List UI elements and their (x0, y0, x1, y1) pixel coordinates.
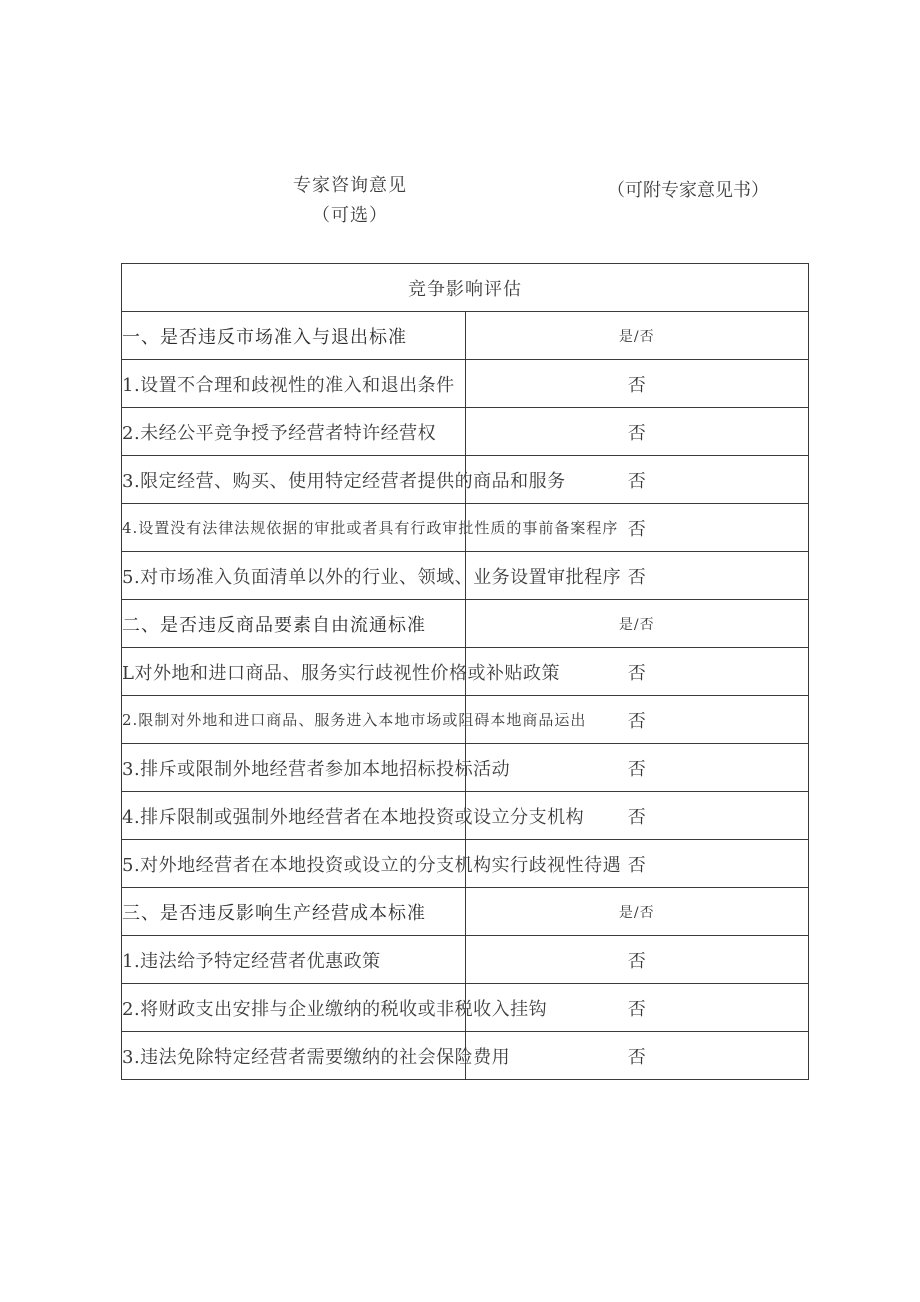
criterion-answer: 否 (465, 696, 809, 744)
table-row (122, 1032, 809, 1080)
competition-impact-table (121, 263, 809, 1080)
table-row (122, 504, 809, 552)
table-row (122, 360, 809, 408)
criterion-answer: 否 (465, 744, 809, 792)
section-heading: 二、是否违反商品要素自由流通标准 (122, 600, 466, 648)
criterion-text: 2.限制对外地和进口商品、服务进入本地市场或阻碍本地商品运出 (122, 696, 466, 744)
expert-consultation-title: 专家咨询意见 (293, 175, 407, 196)
table-title-row (122, 264, 809, 312)
section-header-row (122, 312, 809, 360)
table-row (122, 408, 809, 456)
yes-no-header: 是/否 (465, 312, 809, 360)
criterion-answer: 否 (465, 936, 809, 984)
criterion-answer: 否 (465, 408, 809, 456)
yes-no-header: 是/否 (465, 888, 809, 936)
yes-no-header: 是/否 (465, 600, 809, 648)
criterion-answer: 否 (465, 360, 809, 408)
expert-consultation-optional: （可选） (312, 205, 388, 226)
criterion-text: 4.排斥限制或强制外地经营者在本地投资或设立分支机构 (122, 792, 466, 840)
expert-consultation-heading (270, 171, 430, 231)
table-row (122, 792, 809, 840)
criterion-answer: 否 (465, 1032, 809, 1080)
section-header-row (122, 600, 809, 648)
table-row (122, 744, 809, 792)
criterion-text: 3.违法免除特定经营者需要缴纳的社会保险费用 (122, 1032, 466, 1080)
criterion-text: 4.设置没有法律法规依据的审批或者具有行政审批性质的事前备案程序 (122, 504, 466, 552)
table-row (122, 648, 809, 696)
criterion-text: 1.设置不合理和歧视性的准入和退出条件 (122, 360, 466, 408)
table-title: 竞争影响评估 (122, 264, 809, 312)
section-heading: 一、是否违反市场准入与退出标准 (122, 312, 466, 360)
section-header-row (122, 888, 809, 936)
section-heading: 三、是否违反影响生产经营成本标准 (122, 888, 466, 936)
criterion-answer: 否 (465, 456, 809, 504)
criterion-text: 2.将财政支出安排与企业缴纳的税收或非税收入挂钩 (122, 984, 466, 1032)
criterion-text: 5.对市场准入负面清单以外的行业、领域、业务设置审批程序 (122, 552, 466, 600)
criterion-answer: 否 (465, 552, 809, 600)
table-row (122, 456, 809, 504)
table-row (122, 840, 809, 888)
criterion-text: 2.未经公平竞争授予经营者特许经营权 (122, 408, 466, 456)
criterion-text: 3.限定经营、购买、使用特定经营者提供的商品和服务 (122, 456, 466, 504)
criterion-answer: 否 (465, 840, 809, 888)
criterion-answer: 否 (465, 504, 809, 552)
table-row (122, 984, 809, 1032)
expert-opinion-note: （可附专家意见书） (607, 180, 769, 201)
table-row (122, 696, 809, 744)
criterion-text: 5.对外地经营者在本地投资或设立的分支机构实行歧视性待遇 (122, 840, 466, 888)
criterion-answer: 否 (465, 984, 809, 1032)
criterion-answer: 否 (465, 648, 809, 696)
table-row (122, 936, 809, 984)
criterion-answer: 否 (465, 792, 809, 840)
table-row (122, 552, 809, 600)
criterion-text: L对外地和进口商品、服务实行歧视性价格或补贴政策 (122, 648, 466, 696)
criterion-text: 1.违法给予特定经营者优惠政策 (122, 936, 466, 984)
criterion-text: 3.排斥或限制外地经营者参加本地招标投标活动 (122, 744, 466, 792)
